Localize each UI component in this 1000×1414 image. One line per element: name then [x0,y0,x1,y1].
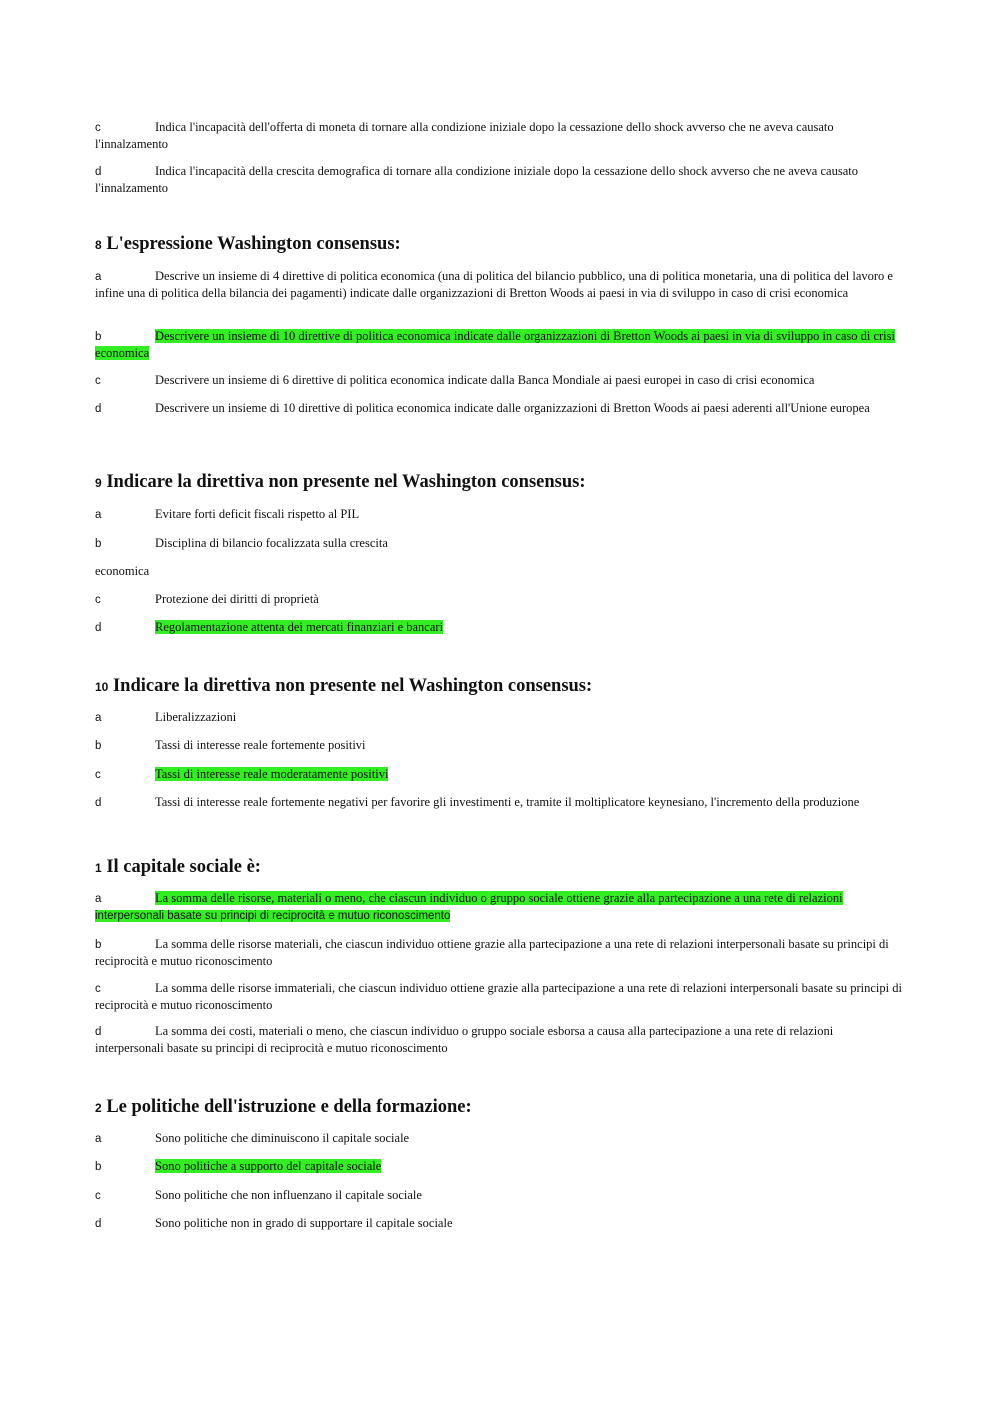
question-number: 10 [95,680,109,694]
q10-option-a [95,709,905,726]
option-letter: a [95,1133,102,1145]
option-letter: d [95,403,102,415]
question-1-title [95,857,905,878]
q8-option-d [95,400,905,417]
q2-option-b-correct [95,1158,905,1175]
option-letter: d [95,1026,102,1038]
q2-option-a [95,1130,905,1147]
option-text: Sono politiche che non influenzano il capitale sociale [155,1188,422,1202]
option-text-highlighted: Descrivere un insieme di 10 direttive di politica economica indicate dalle organizzazioni di Bretton Woods ai paesi in via di sviluppo in caso di crisi economica [95,329,895,360]
option-letter: d [95,797,102,809]
option-text: Tassi di interesse reale fortemente negativi per favorire gli investimenti e, tramite il moltiplicatore keynesiano, l'incremento della produzione [155,795,860,809]
q2-option-d [95,1215,905,1232]
option-text: Evitare forti deficit fiscali rispetto al PIL [155,507,360,521]
q1-option-a-correct [95,890,905,924]
option-text-highlighted: Sono politiche a supporto del capitale sociale [155,1159,382,1173]
question-number: 8 [95,238,102,252]
option-letter: c [95,1190,101,1202]
question-8-title [95,234,905,255]
question-text: Le politiche dell'istruzione e della formazione: [106,1097,472,1117]
option-text: Protezione dei diritti di proprietà [155,592,319,606]
option-letter: a [95,893,102,905]
q1-option-d [95,1023,905,1056]
option-text: La somma delle risorse immateriali, che ciascun individuo ottiene grazie alla partecipazione a una rete di relazioni interpersonali basate su principi di reciprocità e mutuo riconoscimento [95,981,902,1012]
option-letter: b [95,1161,102,1173]
q9-option-d-correct [95,619,905,636]
option-text: Descrivere un insieme di 10 direttive di politica economica indicate dalle organizzazioni di Bretton Woods ai paesi aderenti all'Unione europea [155,401,870,415]
option-letter: b [95,740,102,752]
option-text: Sono politiche che diminuiscono il capitale sociale [155,1131,410,1145]
option-text: Liberalizzazioni [155,710,237,724]
option-letter: a [95,271,102,283]
option-letter: c [95,594,101,606]
option-text-highlighted: Tassi di interesse reale moderatamente positivi [155,767,389,781]
option-letter: b [95,538,102,550]
question-2-title [95,1097,905,1118]
option-text: Indica l'incapacità della crescita demografica di tornare alla condizione iniziale dopo la cessazione dello shock avverso che ne aveva causato l'innalzamento [95,164,858,195]
q10-option-b [95,737,905,754]
question-number: 2 [95,1101,102,1115]
option-letter: d [95,1218,102,1230]
question-text: Indicare la direttiva non presente nel Washington consensus: [112,676,593,696]
option-letter: b [95,331,102,343]
question-number: 9 [95,476,102,490]
option-letter: c [95,983,101,995]
question-text: Il capitale sociale è: [106,857,261,877]
option-letter: b [95,939,102,951]
q9-option-c [95,591,905,608]
option-text: economica [95,564,150,578]
option-text: Sono politiche non in grado di supportare il capitale sociale [155,1216,453,1230]
option-letter: c [95,769,101,781]
option-text-highlighted: interpersonali basate su principi di reciprocità e mutuo riconoscimento [95,910,451,922]
option-text: Descrive un insieme di 4 direttive di politica economica (una di politica del bilancio pubblico, una di politica monetaria, una di politica del lavoro e infine una di politica della bilancia dei pagamenti) indicate dalle organizzazioni di Bretton Woods ai paesi in via di sviluppo in caso di crisi economica [95,269,893,300]
option-text: Disciplina di bilancio focalizzata sulla crescita [155,536,388,550]
option-text: Descrivere un insieme di 6 direttive di politica economica indicate dalla Banca Mondiale ai paesi europei in caso di crisi economica [155,373,815,387]
option-letter: c [95,375,101,387]
option-text: Tassi di interesse reale fortemente positivi [155,738,366,752]
q10-option-c-correct [95,766,905,783]
question-9-title [95,472,905,493]
question-text: Indicare la direttiva non presente nel Washington consensus: [106,472,586,492]
question-10-title [95,676,905,697]
option-text: Indica l'incapacità dell'offerta di moneta di tornare alla condizione iniziale dopo la cessazione dello shock avverso che ne aveva causato l'innalzamento [95,120,834,151]
option-letter: d [95,622,102,634]
option-text: La somma dei costi, materiali o meno, che ciascun individuo o gruppo sociale esborsa a causa alla partecipazione a una rete di relazioni interpersonali basate su principi di reciprocità e mutuo riconoscimento [95,1024,834,1055]
option-letter: d [95,166,102,178]
option-text-highlighted: La somma delle risorse, materiali o meno, che ciascun individuo o gruppo sociale ottiene grazie alla partecipazione a una rete di relazioni [155,891,843,905]
q9-option-b [95,535,905,552]
question-text: L'espressione Washington consensus: [106,234,401,254]
question-number: 1 [95,861,102,875]
option-text-highlighted: Regolamentazione attenta dei mercati finanziari e bancari [155,620,444,634]
q10-option-d [95,794,905,811]
option-text: La somma delle risorse materiali, che ciascun individuo ottiene grazie alla partecipazione a una rete di relazioni interpersonali basate su principi di reciprocità e mutuo riconoscimento [95,937,889,968]
option-d-prev [95,163,905,196]
q1-option-b [95,936,905,969]
q8-option-c [95,372,905,389]
q8-option-b-correct [95,328,905,361]
q8-option-a [95,268,905,301]
q1-option-c [95,980,905,1013]
q9-option-a [95,506,905,523]
option-letter: a [95,712,102,724]
q9-option-b-continuation [95,563,905,579]
option-c-prev [95,119,905,152]
option-letter: c [95,122,101,134]
option-letter: a [95,509,102,521]
q2-option-c [95,1187,905,1204]
